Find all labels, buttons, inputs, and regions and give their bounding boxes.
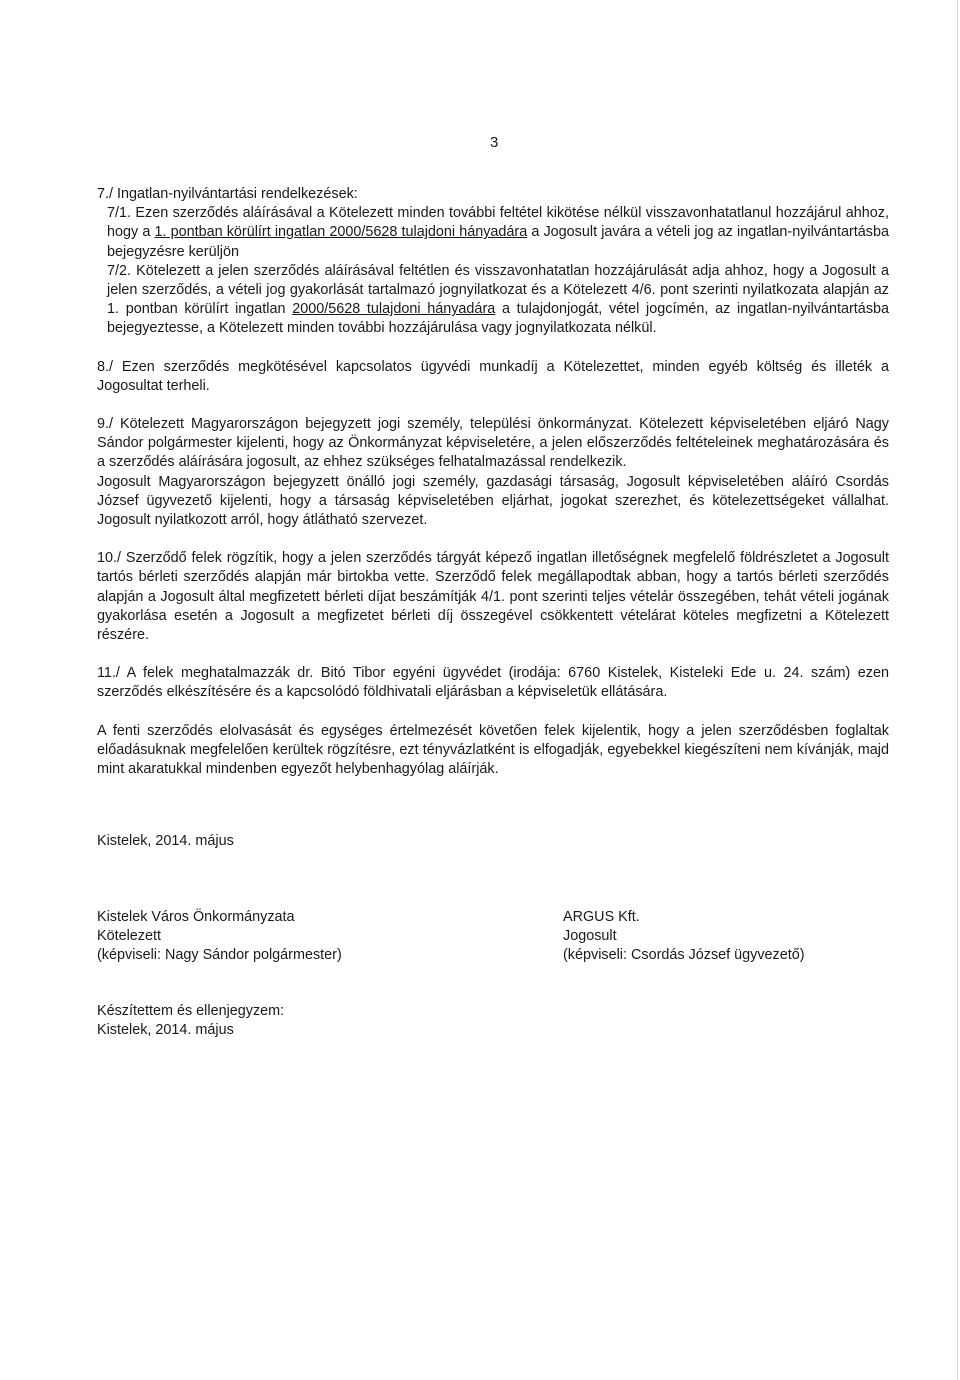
section-7-2-underlined: 2000/5628 tulajdoni hányadára [292,301,496,318]
signature-right [563,908,805,966]
signatory-right-name: ARGUS Kft. [563,909,640,925]
section-9-paragraph-2: Jogosult Magyarországon bejegyzett önálló jogi személy, gazdasági társaság, Jogosult képviseletében aláíró Csordás József ügyvezető kijelenti, hogy a társaság képviseletében eljárhat, jogokat szerezhet, és kötelezettségeket vállalhat. Jogosult nyilatkozott arról, hogy átlátható szervezet. [97,473,889,529]
section-7-1 [97,204,889,262]
section-7-1-text-a: 7/1. Ezen szerződés aláírásával a Kötelezett minden további feltétel kikötése nélkül visszavonhatatlanul hozzájárul ahhoz, hogy a [107,205,889,241]
prepared-line-1: Készítettem és ellenjegyzem: [97,1003,285,1019]
prepared-line-2: Kistelek, 2014. május [97,1022,234,1039]
prepared-by [97,1002,284,1040]
section-7-2-text-b: a tulajdonjogát, vétel jogcímén, az ingatlan-nyilvántartásba bejegyeztesse, a Kötelezett minden további hozzájárulása vagy jognyilatkozata nélkül. [107,301,890,337]
section-8: 8./ Ezen szerződés megkötésével kapcsolatos ügyvédi munkadíj a Kötelezettet, minden egyéb költség és illeték a Jogosultat terheli. [97,358,889,394]
signatory-left-name: Kistelek Város Önkormányzata [97,909,295,925]
spacer [97,645,889,664]
signatory-left-rep: (képviseli: Nagy Sándor polgármester) [97,947,342,964]
contract-body [97,185,889,779]
section-7-1-underlined: 1. pontban körülírt ingatlan 2000/5628 tulajdoni hányadára [154,224,528,241]
signatory-left-role: Kötelezett [97,928,161,945]
section-7-1-text-b: a Jogosult javára a vételi jog az ingatlan-nyilvántartásba bejegyzésre kerüljön [107,224,889,260]
spacer [97,339,889,358]
page-number: 3 [490,134,499,151]
section-7-2 [97,262,889,339]
spacer [97,530,889,549]
spacer [97,396,889,415]
closing-paragraph: A fenti szerződés elolvasását és egységes értelmezését követően felek kijelentik, hogy a jelen szerződésben foglaltak előadásuknak megfelelően kerültek rögzítésre, ezt tényvázlatként is elfogadják, egyebekkel kiegészíteni nem kívánják, majd mint akaratukkal mindenben egyezőt helybenhagyólag aláírják. [97,722,889,778]
signing-date: Kistelek, 2014. május [97,833,234,849]
signatory-right-rep: (képviseli: Csordás József ügyvezető) [563,947,805,964]
signature-left [97,908,342,966]
section-11: 11./ A felek meghatalmazzák dr. Bitó Tibor egyéni ügyvédet (irodája: 6760 Kistelek, Kisteleki Ede u. 24. szám) ezen szerződés elkészítésére és a kapcsolódó földhivatali eljárásban a képviseletük ellátására. [97,665,889,701]
section-7-2-text-a: 7/2. Kötelezett a jelen szerződés aláírásával feltétlen és visszavonhatatlan hozzájárulását adja ahhoz, hogy a Jogosult a jelen szerződés, a vételi jog gyakorlását tartalmazó jognyilatkozat és a Kötelezett 4/6. pont szerinti nyilatkozata alapján az 1. pontban körülírt ingatlan [107,262,889,318]
section-7-heading: 7./ Ingatlan-nyilvántartási rendelkezések: [97,186,358,202]
section-9-paragraph-1: 9./ Kötelezett Magyarországon bejegyzett jogi személy, települési önkormányzat. Kötelezett képviseletében eljáró Nagy Sándor polgármester kijelenti, hogy az Önkormányzat képviseletére, a jelen előszerződés feltételeinek meghatározására és a szerződés aláírására jogosult, az ehhez szükséges felhatalmazással rendelkezik. [97,416,889,471]
section-10: 10./ Szerződő felek rögzítik, hogy a jelen szerződés tárgyát képező ingatlan illetőségnek megfelelő földrészletet a Jogosult tartós bérleti szerződés alapján már birtokba vette. Szerződő felek megállapodtak abban, hogy a tartós bérleti szerződés alapján a Jogosult által megfizetett bérleti díjat beszámítják 4/1. pont szerinti teljes vételár összegében, tehát vételi jogának gyakorlása esetén a Jogosult a megfizetet bérleti díj összegével csökkentett vételárat köteles megfizetni a Kötelezett részére. [97,550,889,644]
spacer [97,703,889,722]
signatory-right-role: Jogosult [563,928,617,945]
scan-edge-line [957,0,958,1380]
